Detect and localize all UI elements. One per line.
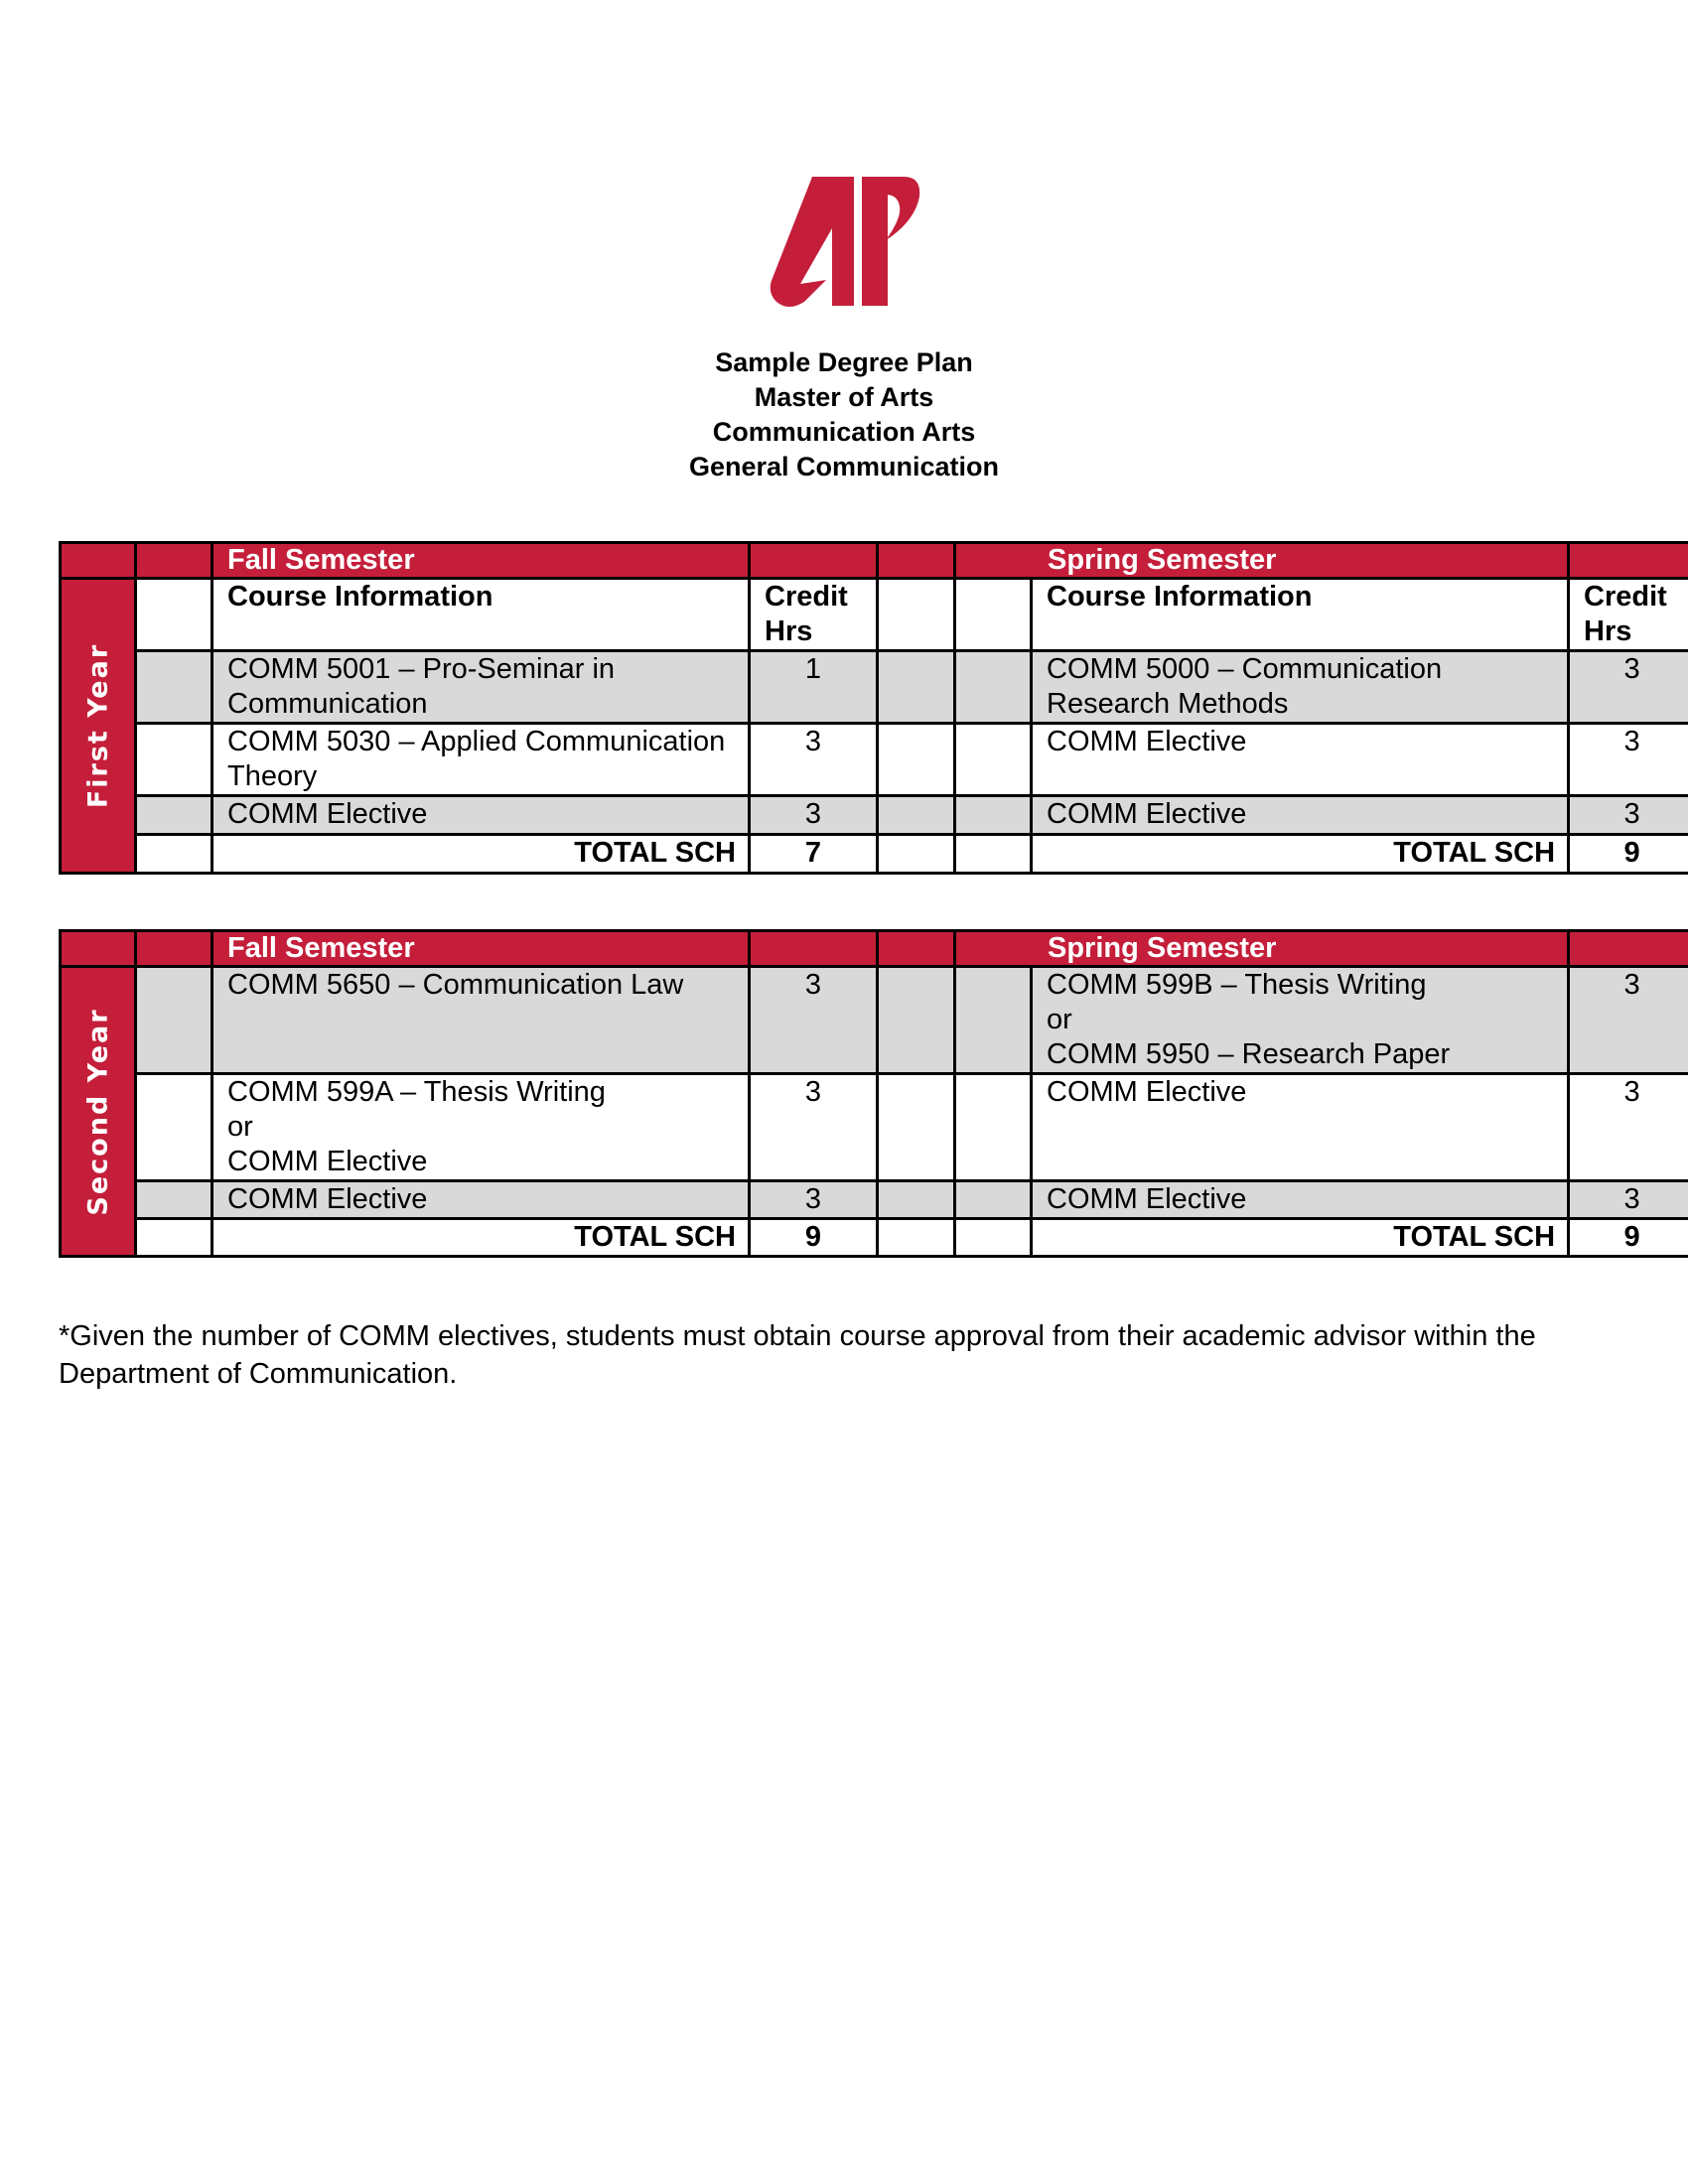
title-line-concentration: General Communication xyxy=(688,452,1000,481)
spring-total-value: 9 xyxy=(1569,1219,1688,1257)
spring-credit: 3 xyxy=(1569,1181,1688,1219)
year-label: First Year xyxy=(82,642,113,809)
blank-cell xyxy=(955,579,1032,651)
first-year-table xyxy=(59,541,1688,875)
spring-course xyxy=(1032,967,1569,1074)
fall-course-info-header: Course Information xyxy=(212,579,750,651)
course-line: COMM Elective xyxy=(1047,1183,1247,1215)
fall-credit: 3 xyxy=(750,1181,878,1219)
footnote: *Given the number of COMM electives, students must obtain course approval from their academic advisor within the Department of Communication. xyxy=(59,1320,1536,1390)
semester-header-row xyxy=(61,931,1688,967)
year-label-cell xyxy=(61,967,136,1257)
spring-credit: 3 xyxy=(1569,967,1688,1074)
course-line-or: or xyxy=(227,1111,253,1143)
fall-credit: 3 xyxy=(750,1074,878,1181)
fall-credit: 3 xyxy=(750,967,878,1074)
course-line: COMM 5650 – Communication Law xyxy=(227,969,684,1001)
blank-cell xyxy=(955,1074,1032,1181)
fall-credit: 3 xyxy=(750,724,878,796)
course-line: COMM 5950 – Research Paper xyxy=(1047,1038,1451,1070)
blank-cell xyxy=(136,1181,212,1219)
blank-cell xyxy=(136,835,212,874)
course-row xyxy=(61,796,1688,835)
course-row xyxy=(61,1074,1688,1181)
spring-course: COMM 5000 – Communication Research Methods xyxy=(1032,651,1569,724)
spring-course: COMM Elective xyxy=(1032,796,1569,835)
blank-cell xyxy=(955,651,1032,724)
header-gap xyxy=(878,931,955,967)
blank-cell xyxy=(136,967,212,1074)
header-credit-blank xyxy=(1569,543,1688,579)
fall-credit-header: Credit Hrs xyxy=(750,579,878,651)
fall-course: COMM 5001 – Pro-Seminar in Communication xyxy=(212,651,750,724)
spring-credit-header: Credit Hrs xyxy=(1569,579,1688,651)
blank-cell xyxy=(955,835,1032,874)
spring-semester-heading: Spring Semester xyxy=(955,931,1569,967)
spring-course: COMM Elective xyxy=(1032,724,1569,796)
fall-total-value: 9 xyxy=(750,1219,878,1257)
fall-course xyxy=(212,1074,750,1181)
blank-cell xyxy=(955,796,1032,835)
course-row xyxy=(61,967,1688,1074)
fall-credit: 1 xyxy=(750,651,878,724)
fall-total-label: TOTAL SCH xyxy=(212,835,750,874)
course-row xyxy=(61,724,1688,796)
fall-total-label: TOTAL SCH xyxy=(212,1219,750,1257)
blank-cell xyxy=(955,724,1032,796)
spring-total-label: TOTAL SCH xyxy=(1032,1219,1569,1257)
fall-course xyxy=(212,967,750,1074)
semester-header-row xyxy=(61,543,1688,579)
fall-course xyxy=(212,1181,750,1219)
header-corner xyxy=(61,931,136,967)
blank-cell xyxy=(878,1219,955,1257)
column-header-row xyxy=(61,579,1688,651)
university-logo xyxy=(755,167,933,311)
blank-cell xyxy=(136,796,212,835)
spring-credit: 3 xyxy=(1569,651,1688,724)
year-label: Second Year xyxy=(82,1007,113,1216)
course-row xyxy=(61,651,1688,724)
header-credit-blank xyxy=(1569,931,1688,967)
blank-cell xyxy=(136,1074,212,1181)
fall-course: COMM Elective xyxy=(212,796,750,835)
blank-cell xyxy=(136,651,212,724)
document-title xyxy=(0,345,1688,484)
header-blank xyxy=(136,543,212,579)
header-credit-blank xyxy=(750,543,878,579)
spring-course xyxy=(1032,1074,1569,1181)
course-line: COMM Elective xyxy=(1047,1076,1247,1108)
blank-cell xyxy=(955,967,1032,1074)
fall-semester-heading: Fall Semester xyxy=(212,931,750,967)
fall-credit: 3 xyxy=(750,796,878,835)
spring-credit: 3 xyxy=(1569,1074,1688,1181)
course-line-or: or xyxy=(1047,1004,1072,1035)
blank-cell xyxy=(878,651,955,724)
spring-semester-heading: Spring Semester xyxy=(955,543,1569,579)
blank-cell xyxy=(136,579,212,651)
course-line: COMM 599A – Thesis Writing xyxy=(227,1076,606,1108)
blank-cell xyxy=(136,1219,212,1257)
fall-total-value: 7 xyxy=(750,835,878,874)
blank-cell xyxy=(878,724,955,796)
fall-course: COMM 5030 – Applied Communication Theory xyxy=(212,724,750,796)
spring-total-value: 9 xyxy=(1569,835,1688,874)
course-line: COMM Elective xyxy=(227,1183,428,1215)
blank-cell xyxy=(878,1074,955,1181)
title-line-plan: Sample Degree Plan xyxy=(715,347,973,377)
blank-cell xyxy=(878,835,955,874)
second-year-table xyxy=(59,929,1688,1258)
blank-cell xyxy=(955,1181,1032,1219)
spring-credit: 3 xyxy=(1569,724,1688,796)
blank-cell xyxy=(878,1181,955,1219)
year-label-cell xyxy=(61,579,136,874)
blank-cell xyxy=(136,724,212,796)
blank-cell xyxy=(878,967,955,1074)
total-row xyxy=(61,1219,1688,1257)
blank-cell xyxy=(878,796,955,835)
spring-course xyxy=(1032,1181,1569,1219)
spring-course-info-header: Course Information xyxy=(1032,579,1569,651)
header-corner xyxy=(61,543,136,579)
blank-cell xyxy=(955,1219,1032,1257)
blank-cell xyxy=(878,579,955,651)
total-row xyxy=(61,835,1688,874)
header-blank xyxy=(136,931,212,967)
course-line: COMM Elective xyxy=(227,1146,428,1177)
course-row xyxy=(61,1181,1688,1219)
title-line-degree: Master of Arts xyxy=(754,382,934,412)
course-line: COMM 599B – Thesis Writing xyxy=(1047,969,1427,1001)
spring-total-label: TOTAL SCH xyxy=(1032,835,1569,874)
ap-logo-icon xyxy=(755,167,933,311)
header-credit-blank xyxy=(750,931,878,967)
fall-semester-heading: Fall Semester xyxy=(212,543,750,579)
spring-credit: 3 xyxy=(1569,796,1688,835)
header-gap xyxy=(878,543,955,579)
title-line-program: Communication Arts xyxy=(712,417,976,447)
